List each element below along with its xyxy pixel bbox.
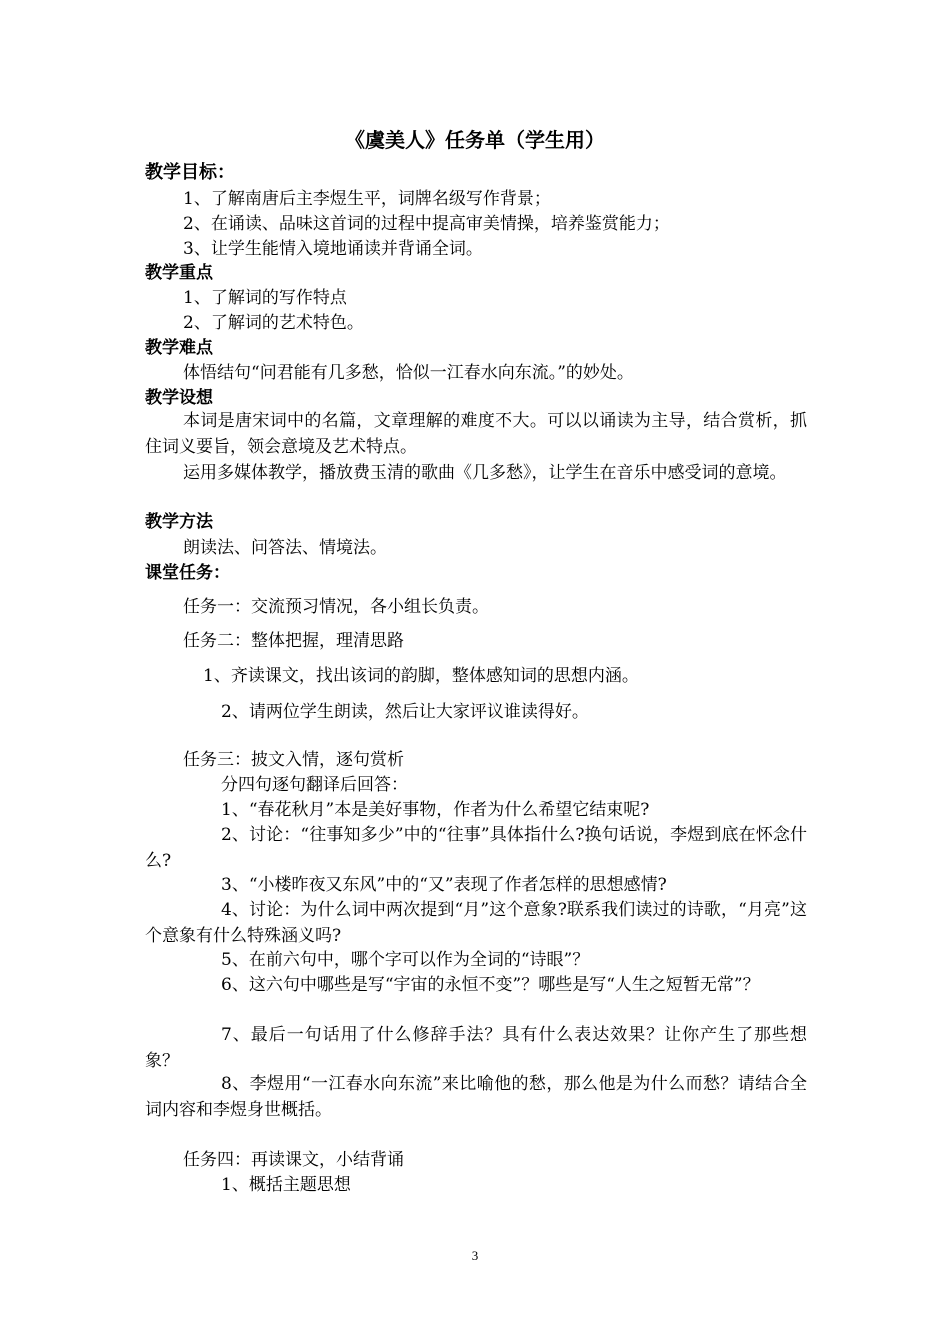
task-4-item: 1、概括主题思想 xyxy=(221,1175,351,1195)
task-3-question: 3、“小楼昨夜又东风”中的“又”表现了作者怎样的思想感情? xyxy=(221,875,667,895)
difficulty-text: 体悟结句“问君能有几多愁，恰似一江春水向东流。”的妙处。 xyxy=(183,363,634,383)
tasks-heading: 课堂任务： xyxy=(145,563,230,583)
goal-item: 3、让学生能情入境地诵读并背诵全词。 xyxy=(183,239,483,259)
page-number: 3 xyxy=(471,1248,479,1263)
design-paragraph-2: 运用多媒体教学，播放费玉清的歌曲《几多愁》，让学生在音乐中感受词的意境。 xyxy=(183,463,787,483)
task-3-intro: 分四句逐句翻译后回答： xyxy=(221,775,408,795)
key-point-item: 2、了解词的艺术特色。 xyxy=(183,313,364,333)
difficulty-heading: 教学难点 xyxy=(145,338,213,358)
task-2-item: 2、请两位学生朗读，然后让大家评议谁读得好。 xyxy=(221,702,589,722)
method-text: 朗读法、问答法、情境法。 xyxy=(183,538,387,558)
method-heading: 教学方法 xyxy=(145,512,213,532)
goals-heading: 教学目标： xyxy=(145,162,235,183)
task-3-question: 5、在前六句中，哪个字可以作为全词的“诗眼”？ xyxy=(221,950,590,970)
task-2-item: 1、齐读课文，找出该词的韵脚，整体感知词的思想内涵。 xyxy=(203,666,639,686)
document-title: 《虞美人》任务单（学生用） xyxy=(345,128,605,152)
task-3-question: 6、这六句中哪些是写“宇宙的永恒不变”？哪些是写“人生之短暂无常”？ xyxy=(221,975,760,995)
task-3-question: 1、“春花秋月”本是美好事物，作者为什么希望它结束呢? xyxy=(221,800,650,820)
task-3-question: 4、讨论：为什么词中两次提到“月”这个意象?联系我们读过的诗歌，“月亮”这个意象有什么特殊涵义吗? xyxy=(145,900,807,946)
design-paragraph-1: 本词是唐宋词中的名篇，文章理解的难度不大。可以以诵读为主导，结合赏析，抓住词义要旨，领会意境及艺术特点。 xyxy=(145,411,807,457)
key-points-heading: 教学重点 xyxy=(145,263,213,283)
goal-item: 2、在诵读、品味这首词的过程中提高审美情操，培养鉴赏能力； xyxy=(183,214,670,234)
task-3-question: 8、李煜用“一江春水向东流”来比喻他的愁，那么他是为什么而愁？请结合全词内容和李煜身世概括。 xyxy=(145,1074,807,1120)
task-3: 任务三：披文入情，逐句赏析 xyxy=(183,750,404,770)
key-point-item: 1、了解词的写作特点 xyxy=(183,288,347,308)
task-3-question: 7、最后一句话用了什么修辞手法？具有什么表达效果？让你产生了那些想象？ xyxy=(145,1025,807,1071)
task-4: 任务四：再读课文，小结背诵 xyxy=(183,1150,404,1170)
task-3-question: 2、讨论：“往事知多少”中的“往事”具体指什么?换句话说，李煜到底在怀念什么? xyxy=(145,825,807,871)
goal-item: 1、了解南唐后主李煜生平，词牌名级写作背景； xyxy=(183,189,551,209)
task-2: 任务二：整体把握，理清思路 xyxy=(183,631,404,651)
task-1: 任务一：交流预习情况，各小组长负责。 xyxy=(183,597,489,617)
design-heading: 教学设想 xyxy=(145,388,213,408)
